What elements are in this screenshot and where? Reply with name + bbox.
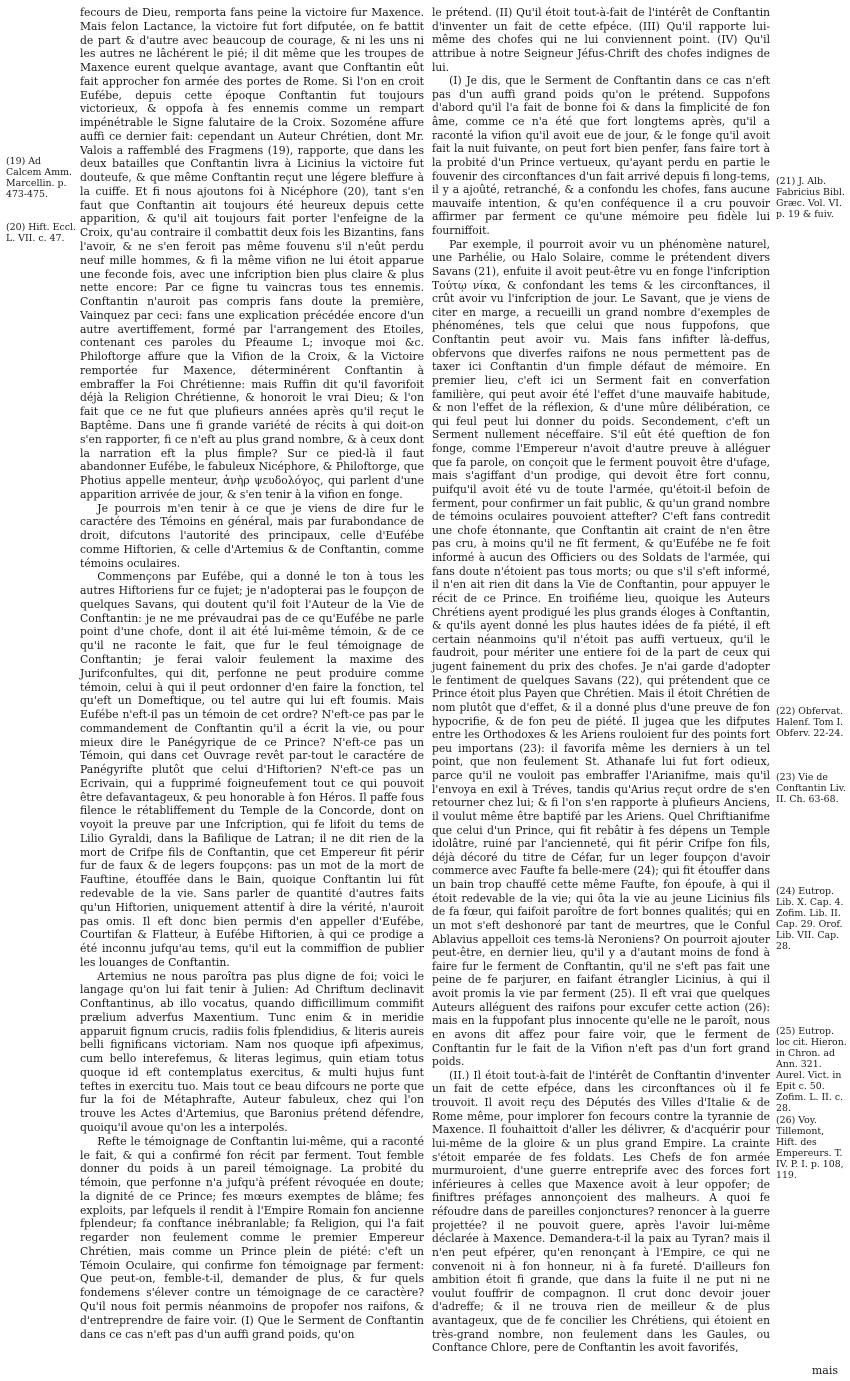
paragraph: (I) Je dis, que le Serment de Conftantin dans ce cas n'eft pas d'un auffi grand poids qu'on le prétend. Suppofons d'abord qu'il l'a fait de bonne foi & dans la fimplicité de fon âme, comme ce n'a été que fort longtems après, qu'il a raconté la vifion qu'il avoit eue de jour, & le fonge qu'il avoit fait la nuit fuivante, on peut fort bien penfer, fans faire tort à la probité d'un Prince vertueux, qu'ayant perdu en partie le fouvenir des circonftances d'un fait arrivé depuis fi long-tems, il y a ajoûté, retranché, & a confondu les chofes, fans aucune mauvaife intention, & qu'en conféquence il a cru pouvoir affirmer par ferment ce qu'une mémoire peu fidèle lui fourniffoit. (432, 74, 770, 237)
margin-note-26: (26) Voy. Tillemont, Hift. des Empereurs. T. IV. P. I. p. 108, 119. (776, 1115, 844, 1181)
paragraph: fecours de Dieu, remporta fans peine la victoire fur Maxence. Mais felon Lactance, la victoire fut fort difputée, on fe battit de part & d'autre avec beaucoup de courage, & ni les uns ni les autres ne lâchérent le pié; il dit même que les troupes de Maxence eurent quelque avantage, avant que Conftantin eût fait approcher fon armée des portes de Rome. Si l'on en croit Eufébe, depuis cette époque Conftantin fut toujours victorieux, & oppofa à fes ennemis comme un rempart impénétrable le Signe falutaire de la Croix. Sozoméne affure auffi ce dernier fait: cependant un Auteur Chrétien, dont Mr. Valois a raffemblé des Fragmens (19), rapporte, que dans les deux batailles que Conftantin livra à Licinius la victoire fut douteufe, & que même Conftantin reçut une légere bleffure à la cuiffe. Et fi nous ajoutons foi à Nicéphore (20), tant s'en faut que Conftantin ait toujours été heureux depuis cette apparition, & qu'il ait toujours fait porter l'enfeigne de la Croix, qu'au contraire il combattit deux fois les Bizantins, fans l'avoir, & ne s'en feroit pas même fouvenu s'il n'eût perdu neuf mille hommes, & fi la même vifion ne lui étoit apparue une feconde fois, avec une infcription bien plus claire & plus nette encore: Par ce figne tu vaincras tous tes ennemis. Conftantin n'auroit pas compris fans doute la première, Vainquez par ceci: fans une explication précédée encore d'un autre avertiffement, formé par l'arrangement des Etoiles, contenant ces paroles du Pfeaume L; invoque moi &c. Philoftorge affure que la Vifion de la Croix, & la Victoire remportée fur Maxence, déterminérent Conftantin à embraffer la Foi Chrétienne: mais Ruffin dit qu'il favorifoit déjà la Religion Chrétienne, & honoroit le vrai Dieu; & l'on fait que ce ne fut que plufieurs années après qu'il reçut le Baptême. Dans une fi grande variété de récits à qui doit-on s'en rapporter, fi ce n'eft au plus grand nombre, & à ceux dont la narration eft la plus fimple? Sur ce pied-là il faut abandonner Eufébe, le fabuleux Nicéphore, & Philoftorge, que Photius appelle menteur, ἀνὴρ ψευδολόγος, qui parlent d'une apparition arrivée de jour, & s'en tenir à la vifion en fonge. (80, 6, 424, 501)
paragraph: Artemius ne nous paroîtra pas plus digne de foi; voici le langage qu'on lui fait tenir à Julien: Ad Chriftum declinavit Conftantinus, ab illo vocatus, quando difficillimum commifit prælium adverfus Maxentium. Tunc enim & in meridie apparuit fignum crucis, radiis folis fplendidius, & literis aureis belli fignificans victoriam. Nam nos quoque ipfi afpeximus, cum bello interefemus, & literas legimus, quin etiam totus quoque id eft contemplatus exercitus, & multi hujus funt teftes in exercitu tuo. Mais tout ce beau difcours ne porte que fur la foi de Métaphrafte, Auteur fabuleux, chez qui l'on trouve les Actes d'Artemius, que Baronius prétend défendre, quoiqu'il avoue qu'on les a interpolés. (80, 969, 424, 1135)
margin-note-22: (22) Obfervat. Halenf. Tom I. Obferv. 22-24. (776, 706, 844, 739)
margin-note-19: (19) Ad Calcem Amm. Marcellin. p. 473-475. (6, 156, 72, 200)
margin-note-21: (21) J. Alb. Fabricius Bibl. Græc. Vol. VI. p. 19 & fuiv. (776, 176, 845, 220)
paragraph: Je pourrois m'en tenir à ce que je viens de dire fur le caractére des Témoins en général, mais par furabondance de droit, difcutons l'autorité des principaux, celle d'Eufébe comme Hiftorien, & celle d'Artemius & de Conftantin, comme témoins oculaires. (80, 501, 424, 570)
paragraph: Commençons par Eufébe, qui a donné le ton à tous les autres Hiftoriens fur ce fujet; je n'adopterai pas le foupçon de quelques Savans, qui doutent qu'il foit l'Auteur de la Vie de Conftantin: je ne me prévaudrai pas de ce qu'Eufébe ne parle point d'une chofe, dont il ait été lui-même témoin, & de ce qu'il ne raconte le fait, que fur le feul témoignage de Conftantin; je ferai valoir feulement la maxime des Jurifconfultes, qui dit, perfonne ne peut produire comme témoin, celui à qui il peut ordonner d'en faire la fonction, tel qu'eft un Domeftique, ou tel autre qui lui eft foumis. Mais Eufébe n'eft-il pas un témoin de cet ordre? N'eft-ce pas par le commandement de Conftantin qu'il a écrit la vie, ou pour mieux dire le Panégyrique de ce Prince? N'eft-ce pas un Témoin, qui dans cet Ouvrage revêt par-tout le caractére de Panégyrifte plutôt que celui d'Hiftorien? N'eft-ce pas un Ecrivain, qui a fupprimé foigneufement tout ce qui pouvoit être defavantageux, & peu honorable à fon Héros. Il paffe fous filence le rétabliffement du Temple de la Concorde, dont on voyoit la preuve par une Infcription, qui fe lifoit du tems de Lilio Gyraldi, dans la Bafilique de Latran; il ne dit rien de la mort de Crifpe fils de Conftantin, que cet Empereur fit périr fur de faux & de legers foupçons: pas un mot de la mort de Fauftine, étouffée dans le Bain, quoique Conftantin lui fût redevable de la vie. Sans parler de quantité d'autres faits qu'un Hiftorien, uniquement attentif à dire la vérité, n'auroit pas omis. Il eft donc bien permis d'en appeller d'Eufébe, Courtifan & Flatteur, à Eufébe Hiftorien, à qui ce prodige a été inconnu jufqu'au tems, qu'il eut la commiffion de publier les louanges de Conftantin. (80, 570, 424, 969)
margin-note-20: (20) Hift. Eccl. L. VII. c. 47. (6, 222, 76, 244)
paragraph: Par exemple, il pourroit avoir vu un phénomène naturel, une Parhélie, ou Halo Solaire, comme le prétendent divers Savans (21), enfuite il avoit peut-être vu en fonge l'infcription Τούτῳ νίκα, & confondant les tems & les circonftances, il crût avoir vu l'infcription de jour. Le Savant, que je viens de citer en marge, a recueilli un grand nombre d'exemples de phénoménes, tels que celui que nous fuppofons, que Conftantin peut avoir vu. Mais fans infifter là-deffus, obfervons que diverfes raifons ne nous permettent pas de taxer ici Conftantin d'un fimple défaut de mémoire. En premier lieu, c'eft ici un Serment fait en converfation familière, qui peut avoir été l'effet d'une mauvaife habitude, & non l'effet de la réflexion, & d'une mûre délibération, ce qui feul peut lui donner du poids. Secondement, c'eft un Serment nullement néceffaire. S'il eût été queftion de fon fonge, comme l'Empereur n'avoit d'autre preuve à alléguer que fa parole, on conçoit que le ferment pouvoit être d'ufage, mais s'agiffant d'un prodige, qui devoit être fort connu, puifqu'il avoit été vu de toute l'armée, qu'étoit-il befoin de ferment, pour confirmer un fait public, & qu'un grand nombre de témoins oculaires pouvoient attefter? C'eft fans contredit une chofe étonnante, que Conftantin ait craint de n'en être pas cru, à moins qu'il ne fît ferment, & qu'Eufébe ne fe foit informé à aucun des Officiers ou des Soldats de l'armée, qui fans doute n'étoient pas tous morts; ou que s'il s'eft informé, il n'en ait rien dit dans la Vie de Conftantin, pour appuyer le récit de ce Prince. En troifiéme lieu, quoique les Auteurs Chrétiens ayent prodigué les plus grands éloges à Conftantin, & qu'ils ayent donné les plus hautes idées de fa piété, il eft certain néanmoins qu'il n'étoit pas auffi vertueux, qu'il le faudroit, pour mériter une entiere foi de la part de ceux qui jugent fainement du prix des chofes. Je n'ai garde d'adopter le fentiment de quelques Savans (22), qui prétendent que ce Prince étoit plus Payen que Chrétien. Mais il étoit Chrétien de nom plutôt que d'effet, & il a donné plus d'une preuve de fon hypocrifie, & de fon peu de piété. Il jugea que les difputes entre les Orthodoxes & les Ariens rouloient fur des points fort peu importans (23): il favorifa même les derniers à un tel point, que non feulement St. Athanafe lui fut fort odieux, parce qu'il ne vouloit pas embraffer l'Arianifme, mais qu'il l'envoya en exil à Tréves, tandis qu'Arius reçut ordre de s'en retourner chez lui; & fi l'on s'en rapporte à plufieurs Anciens, il voulut même être baptifé par les Ariens. Quel Chriftianifme que celui d'un Prince, qui fit rebâtir à fes dépens un Temple idolâtre, ruiné par l'ancienneté, qui fit périr Crifpe fon fils, déjà décoré du titre de Céfar, fur un leger foupçon d'avoir commerce avec Faufte fa belle-mere (24); qui fit étouffer dans un bain trop chauffé cette même Faufte, fon époufe, à qui il étoit redevable de la vie; qui ôta la vie au jeune Licinius fils de fa fœur, qui faifoit paroître de fort bonnes qualités; qui en un mot s'eft deshonoré par tant de meurtres, que le Conful Ablavius appelloit ces tems-là Neroniens? On pourroit ajouter peut-être, en dernier lieu, qu'il y a d'autant moins de fond à faire fur le ferment de Conftantin, qu'il ne s'eft pas fait une peine de fe parjurer, en faifant étrangler Licinius, à qui il avoit promis la vie par ferment (25). Il eft vrai que quelques Auteurs alléguent des raifons pour excufer cette action (26): mais en la fuppofant plus innocente qu'elle ne le paroît, nous en avons dit affez pour faire voir, que le ferment de Conftantin fur le fait de la Vifion n'eft pas d'un fort grand poids. (432, 237, 770, 1069)
paragraph: Refte le témoignage de Conftantin lui-même, qui a raconté le fait, & qui a confirmé fon récit par ferment. Tout femble donner du poids à un pareil témoignage. La probité du témoin, que perfonne n'a jufqu'à préfent révoquée en doute; la dignité de ce Prince; fes mœurs exemptes de blâme; fes exploits, par lefquels il rendit à l'Empire Romain fon ancienne fplendeur; fa conftance inébranlable; fa Religion, qui l'a fait regarder non feulement comme le premier Empereur Chrétien, mais comme un Prince plein de piété: c'eft un Témoin Oculaire, qui confirme fon témoignage par ferment: Que peut-on, femble-t-il, demander de plus, & fur quels fondemens s'élever contre un témoignage de ce caractère? Qu'il nous foit permis néanmoins de propofer nos raifons, & d'entreprendre de faire voir. (I) Que le Serment de Conftantin dans ce cas n'eft pas d'un auffi grand poids, qu'on (80, 1134, 424, 1341)
margin-note-25-26: (25) Eutrop. loc cit. Hieron. in Chron. ad Ann. 321. Aurel. Vict. in Epit c. 50. Zofim. L. II. c. 28. (776, 1026, 847, 1114)
margin-note-24: (24) Eutrop. Lib. X. Cap. 4. Zofim. Lib. II. Cap. 29. Orof. Lib. VII. Cap. 28. (776, 886, 844, 952)
paragraph: (II.) Il étoit tout-à-fait de l'intérêt de Conftantin d'inventer un fait de cette efpéce, dans les circonftances où il fe trouvoit. Il avoit reçu des Députés des Villes d'Italie & de Rome même, pour implorer fon fecours contre la tyrannie de Maxence. Il fouhaittoit d'aller les délivrer, & d'acquérir pour lui-même de la gloire & un plus grand Empire. La crainte s'étoit emparée de fes foldats. Les Chefs de fon armée murmuroient, d'une guerre entreprife avec des forces fort inférieures à celles que Maxence avoit à leur oppofer; de finiftres préfages annonçoient des malheurs. A quoi fe réfoudre dans de pareilles conjonctures? renoncer à la guerre projettée? il ne pouvoit guere, après l'avoir lui-même déclarée à Maxence. Demandera-t-il la paix au Tyran? mais il n'en peut efpérer, qu'en renonçant à l'Empire, ce qui ne convenoit ni à fon honneur, ni à fa fureté. D'ailleurs fon ambition étoit fi grande, que dans la fuite il ne put ni ne voulut fouffrir de compagnon. Il crut donc devoir jouer d'adreffe; & il ne trouva rien de meilleur & de plus avantageux, que de fe concilier les Chrétiens, qui étoient en très-grand nombre, non feulement dans les Gaules, ou Conftance Chlore, pere de Conftantin les avoit favorifés, (432, 1068, 770, 1355)
margin-note-23: (23) Vie de Conftantin Liv. II. Ch. 63-68. (776, 772, 846, 805)
left-column (80, 6, 424, 1341)
catchword: mais (811, 1364, 838, 1377)
right-column (432, 6, 770, 1355)
paragraph: le prétend. (II) Qu'il étoit tout-à-fait de l'intérêt de Conftantin d'inventer un fait de cette efpéce. (III) Qu'il rapporte lui-même des chofes qui ne lui conviennent point. (IV) Qu'il attribue à notre Seigneur Jéfus-Chrift des chofes indignes de lui. (432, 6, 770, 74)
